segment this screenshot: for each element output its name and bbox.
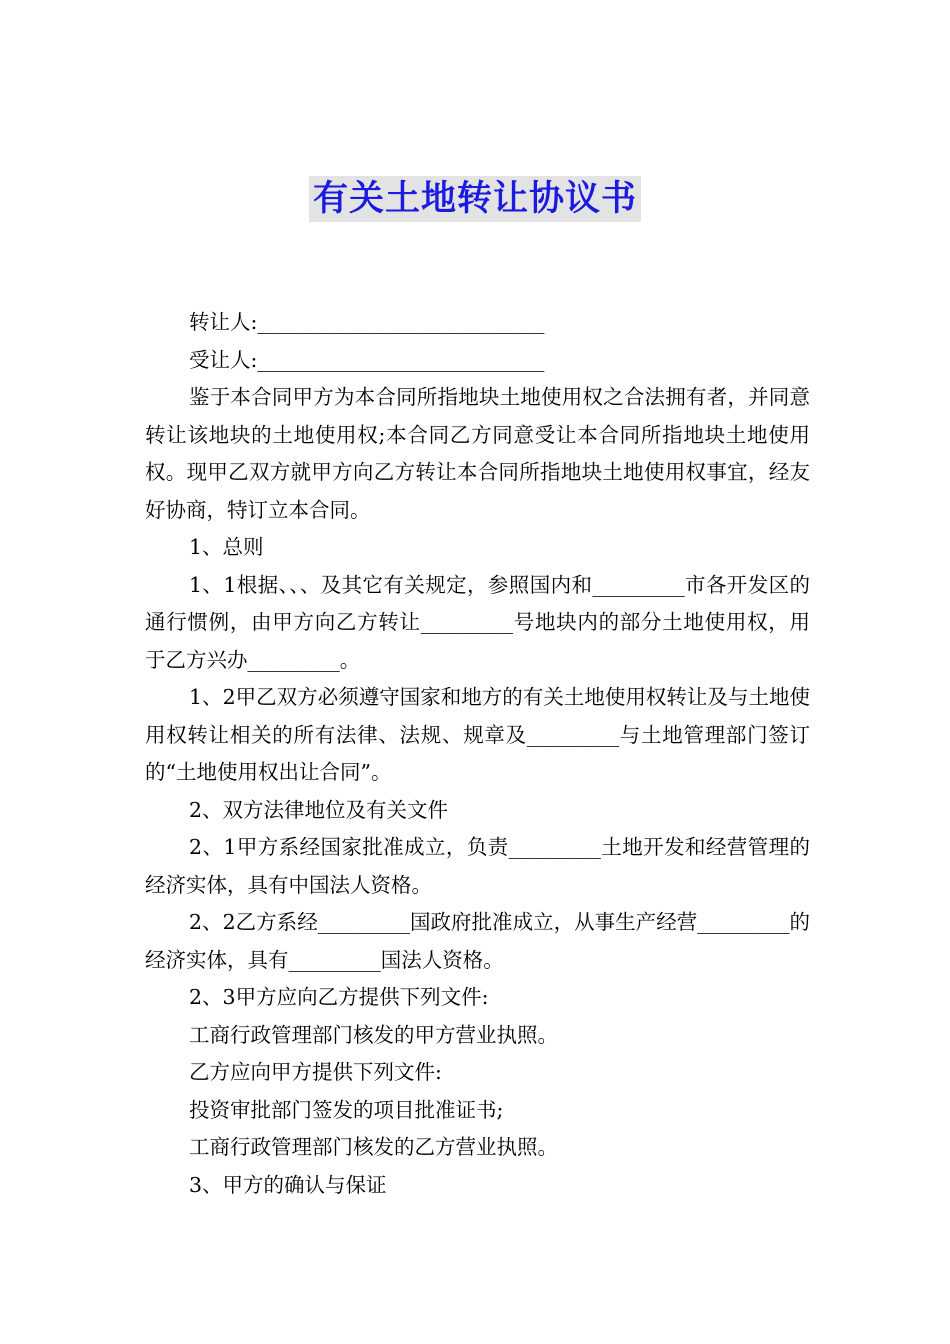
document-body	[145, 304, 810, 1204]
document-item-approval-certificate: 投资审批部门签发的项目批准证书;	[189, 1097, 504, 1122]
section-heading-confirmation: 3、甲方的确认与保证	[189, 1172, 387, 1197]
clause-2-3: 2、3甲方应向乙方提供下列文件:	[189, 985, 489, 1009]
title-wrapper	[0, 176, 950, 222]
document-item-party-b-license: 工商行政管理部门核发的乙方营业执照。	[189, 1135, 558, 1159]
clause-1-2: 1、2甲乙双方必须遵守国家和地方的有关土地使用权转让及与土地使用权转让相关的所有法律、法规、规章及_________与土地管理部门签订的“土地使用权出让合同”。	[145, 685, 810, 784]
transferor-line: 转让人:____________________________	[189, 310, 545, 334]
section-heading-general: 1、总则	[189, 535, 264, 559]
document-item-party-a-license: 工商行政管理部门核发的甲方营业执照。	[189, 1022, 558, 1047]
clause-1-1: 1、1根据、、、及其它有关规定，参照国内和_________市各开发区的通行惯例，由甲方向乙方转让_________号地块内的部分土地使用权，用于乙方兴办_________。	[145, 572, 810, 672]
clause-2-2: 2、2乙方系经_________国政府批准成立，从事生产经营_________的经济实体，具有_________国法人资格。	[145, 910, 810, 972]
clause-2-1: 2、1甲方系经国家批准成立，负责_________土地开发和经营管理的经济实体，具有中国法人资格。	[145, 835, 810, 897]
party-b-documents-heading: 乙方应向甲方提供下列文件:	[189, 1060, 442, 1084]
document-title: 有关土地转让协议书	[309, 176, 641, 222]
section-heading-legal-status: 2、双方法律地位及有关文件	[189, 797, 449, 822]
transferee-line: 受让人:____________________________	[189, 347, 545, 372]
preamble-paragraph: 鉴于本合同甲方为本合同所指地块土地使用权之合法拥有者，并同意转让该地块的土地使用权;本合同乙方同意受让本合同所指地块土地使用权。现甲乙双方就甲方向乙方转让本合同所指地块土地使用权事宜，经友好协商，特订立本合同。	[145, 385, 810, 522]
